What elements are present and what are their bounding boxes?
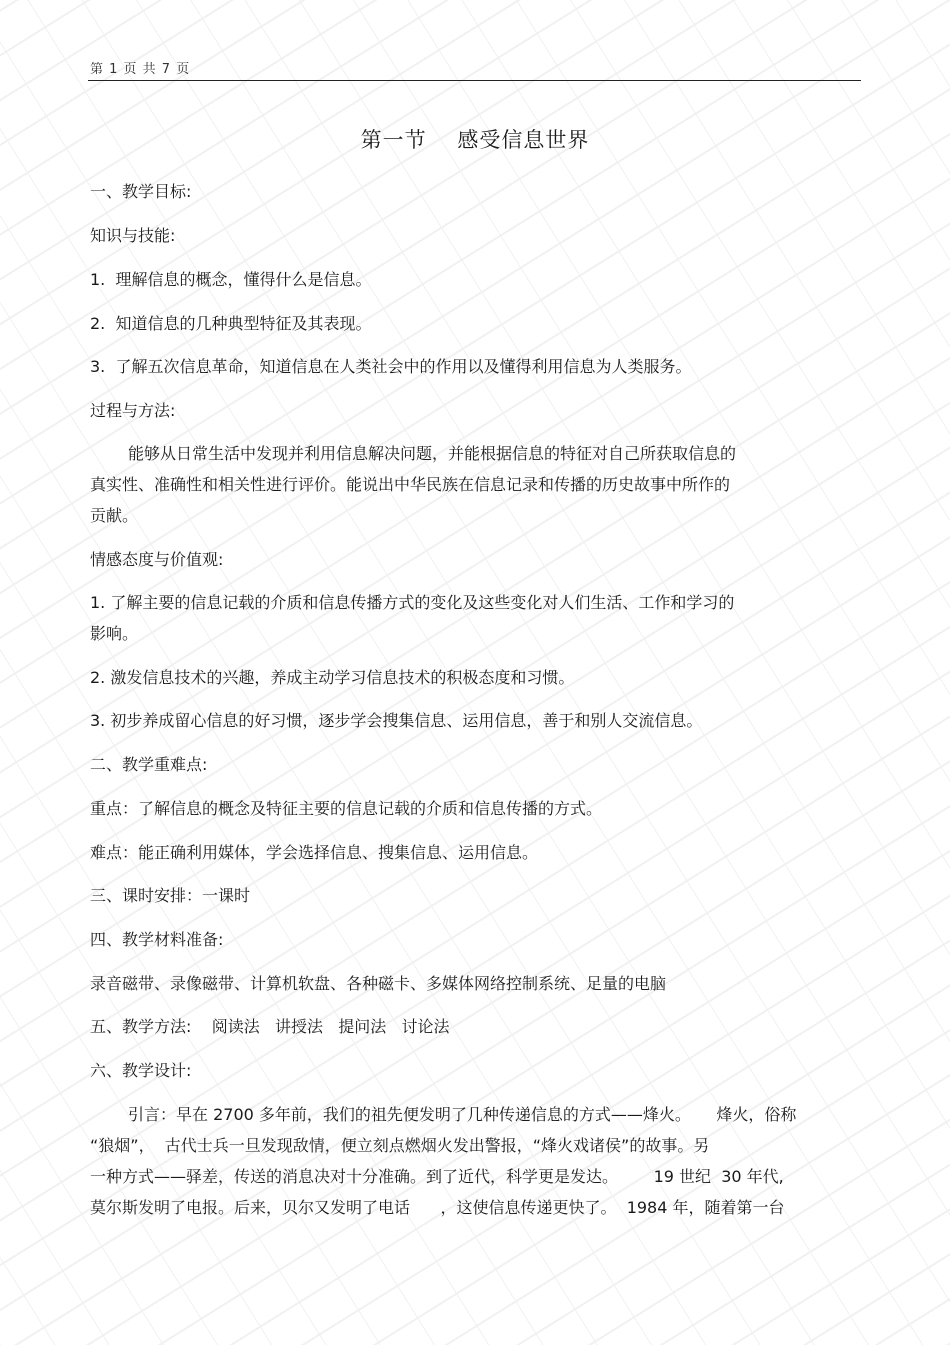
- section-heading-schedule: 三、课时安排：一课时: [90, 886, 251, 905]
- paragraph-line: 2. 激发信息技术的兴趣，养成主动学习信息技术的积极态度和习惯。: [90, 668, 575, 687]
- section-heading-methods: 五、教学方法: 阅读法 讲授法 提问法 讨论法: [90, 1017, 450, 1036]
- paragraph-line: 影响。: [90, 624, 139, 643]
- subheading-process-methods: 过程与方法:: [90, 401, 176, 420]
- section-heading-key-points: 二、教学重难点:: [90, 755, 208, 774]
- paragraph-line: 3. 了解五次信息革命，知道信息在人类社会中的作用以及懂得利用信息为人类服务。: [90, 357, 692, 376]
- paragraph-line: 引言：早在 2700 多年前，我们的祖先便发明了几种传递信息的方式——烽火。 烽火，俗称: [128, 1105, 797, 1124]
- subheading-knowledge-skills: 知识与技能:: [90, 226, 176, 245]
- section-heading-design: 六、教学设计:: [90, 1061, 192, 1080]
- paragraph-line: 难点：能正确利用媒体，学会选择信息、搜集信息、运用信息。: [90, 843, 539, 862]
- paragraph-line: 贡献。: [90, 506, 139, 525]
- paragraph-line: 重点：了解信息的概念及特征主要的信息记载的介质和信息传播的方式。: [90, 799, 603, 818]
- paragraph-line: 录音磁带、录像磁带、计算机软盘、各种磁卡、多媒体网络控制系统、足量的电脑: [90, 974, 667, 993]
- paragraph-line: 真实性、准确性和相关性进行评价。能说出中华民族在信息记录和传播的历史故事中所作的: [90, 475, 731, 494]
- document-title: 第一节 感受信息世界: [360, 128, 590, 152]
- paragraph-line: 莫尔斯发明了电报。后来，贝尔又发明了电话 ，这使信息传递更快了。 1984 年，随着第一台: [90, 1198, 785, 1217]
- paragraph-line: “狼烟”， 古代士兵一旦发现敌情，便立刻点燃烟火发出警报，“烽火戏诸侯”的故事。另: [90, 1136, 710, 1155]
- subheading-attitudes-values: 情感态度与价值观:: [90, 550, 224, 569]
- section-heading-objectives: 一、教学目标:: [90, 182, 192, 201]
- paragraph-line: 2. 知道信息的几种典型特征及其表现。: [90, 314, 372, 333]
- paragraph-line: 1. 了解主要的信息记载的介质和信息传播方式的变化及这些变化对人们生活、工作和学习的: [90, 593, 735, 612]
- page-header: 第 1 页 共 7 页: [90, 62, 191, 77]
- header-divider: [88, 80, 861, 81]
- paragraph-line: 1. 理解信息的概念，懂得什么是信息。: [90, 270, 372, 289]
- section-heading-materials: 四、教学材料准备:: [90, 930, 224, 949]
- paragraph-line: 一种方式——驿差，传送的消息决对十分准确。到了近代，科学更是发达。 19 世纪 30 年代,: [90, 1167, 784, 1186]
- paragraph-line: 3. 初步养成留心信息的好习惯，逐步学会搜集信息、运用信息，善于和别人交流信息。: [90, 711, 703, 730]
- paragraph-line: 能够从日常生活中发现并利用信息解决问题，并能根据信息的特征对自己所获取信息的: [128, 444, 737, 463]
